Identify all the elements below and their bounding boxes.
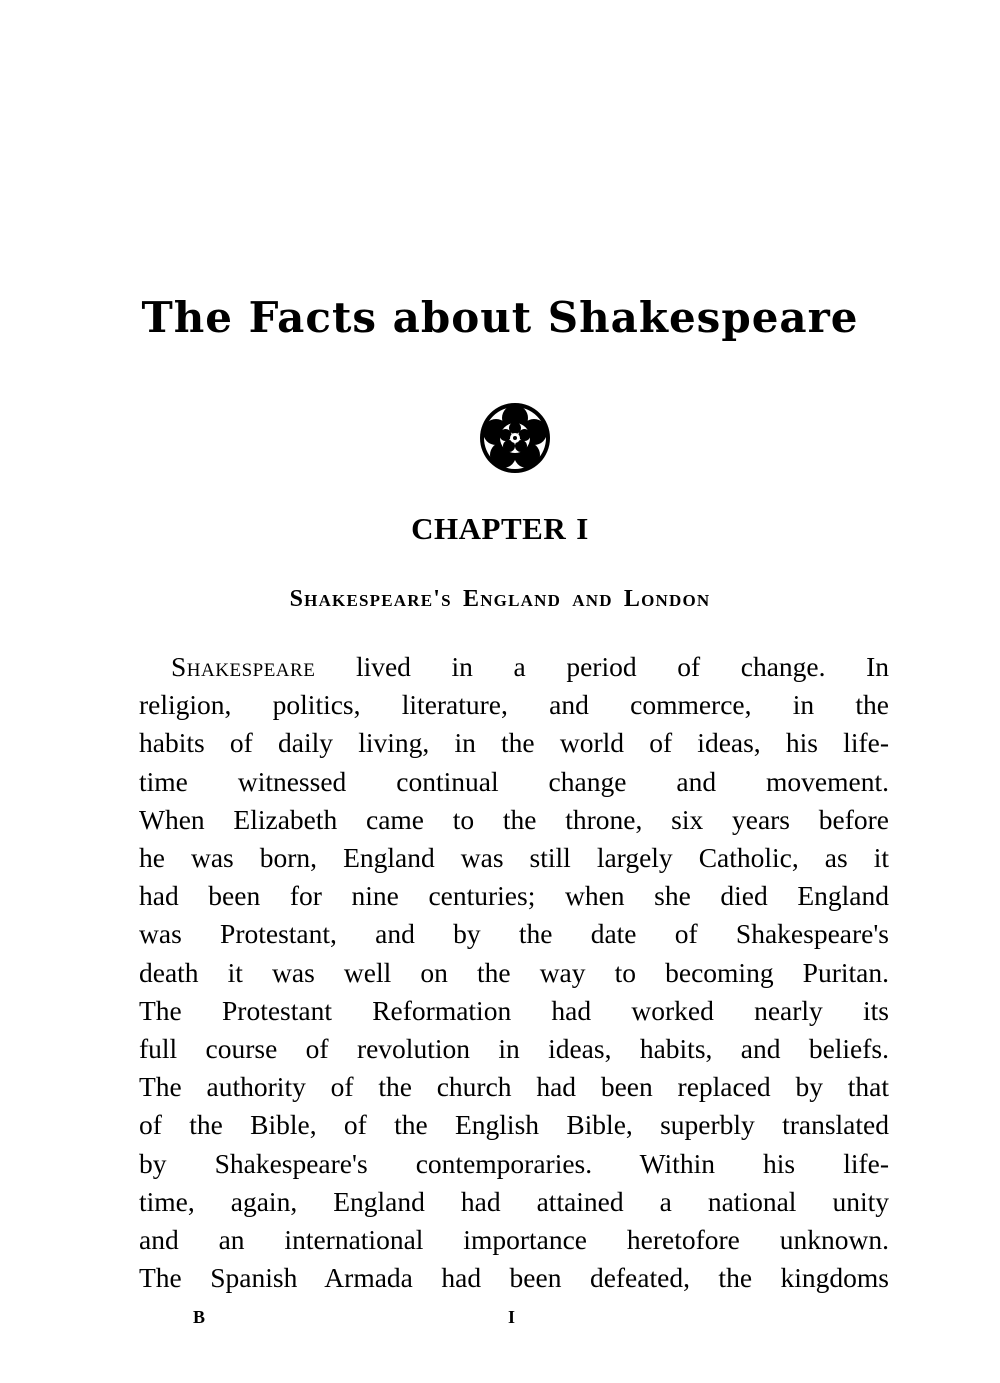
chapter-heading — [0, 511, 1000, 547]
tudor-rose-icon — [478, 401, 552, 475]
book-title: The Facts about Shakespeare — [141, 293, 859, 342]
text-line: had been for nine centuries; when she died England — [139, 880, 889, 912]
text-line: The authority of the church had been replaced by that — [139, 1071, 889, 1103]
text-line: Shakespeare lived in a period of change. In — [171, 651, 890, 682]
text-line: by Shakespeare's contemporaries. Within his life- — [139, 1147, 889, 1179]
text-line: The Protestant Reformation had worked nearly its — [139, 994, 889, 1026]
chapter-label: CHAPTER — [411, 511, 567, 546]
chapter-number: I — [576, 511, 589, 546]
text-line: he was born, England was still largely Catholic, as it — [139, 842, 889, 874]
text-line: religion, politics, literature, and commerce, in the — [139, 689, 889, 721]
text-line: death it was well on the way to becoming Puritan. — [139, 956, 889, 988]
signature-mark: B — [193, 1307, 206, 1327]
text-line: The Spanish Armada had been defeated, the kingdoms — [139, 1262, 889, 1294]
text-line: was Protestant, and by the date of Shakespeare's — [139, 918, 889, 950]
text-line: of the Bible, of the English Bible, superbly translated — [139, 1109, 889, 1141]
text-line: time, again, England had attained a national unity — [139, 1185, 889, 1217]
first-word: Shakespeare — [171, 651, 316, 682]
body-paragraph — [139, 648, 889, 1297]
text-line: full course of revolution in ideas, habits, and beliefs. — [139, 1033, 889, 1065]
text-line: habits of daily living, in the world of ideas, his life- — [139, 727, 889, 759]
text-line: and an international importance heretofore unknown. — [139, 1224, 889, 1256]
chapter-subtitle: Shakespeare's England and London — [289, 586, 711, 612]
page-number: I — [508, 1307, 516, 1327]
text-line: time witnessed continual change and movement. — [139, 765, 889, 797]
text-line: When Elizabeth came to the throne, six years before — [139, 803, 889, 835]
